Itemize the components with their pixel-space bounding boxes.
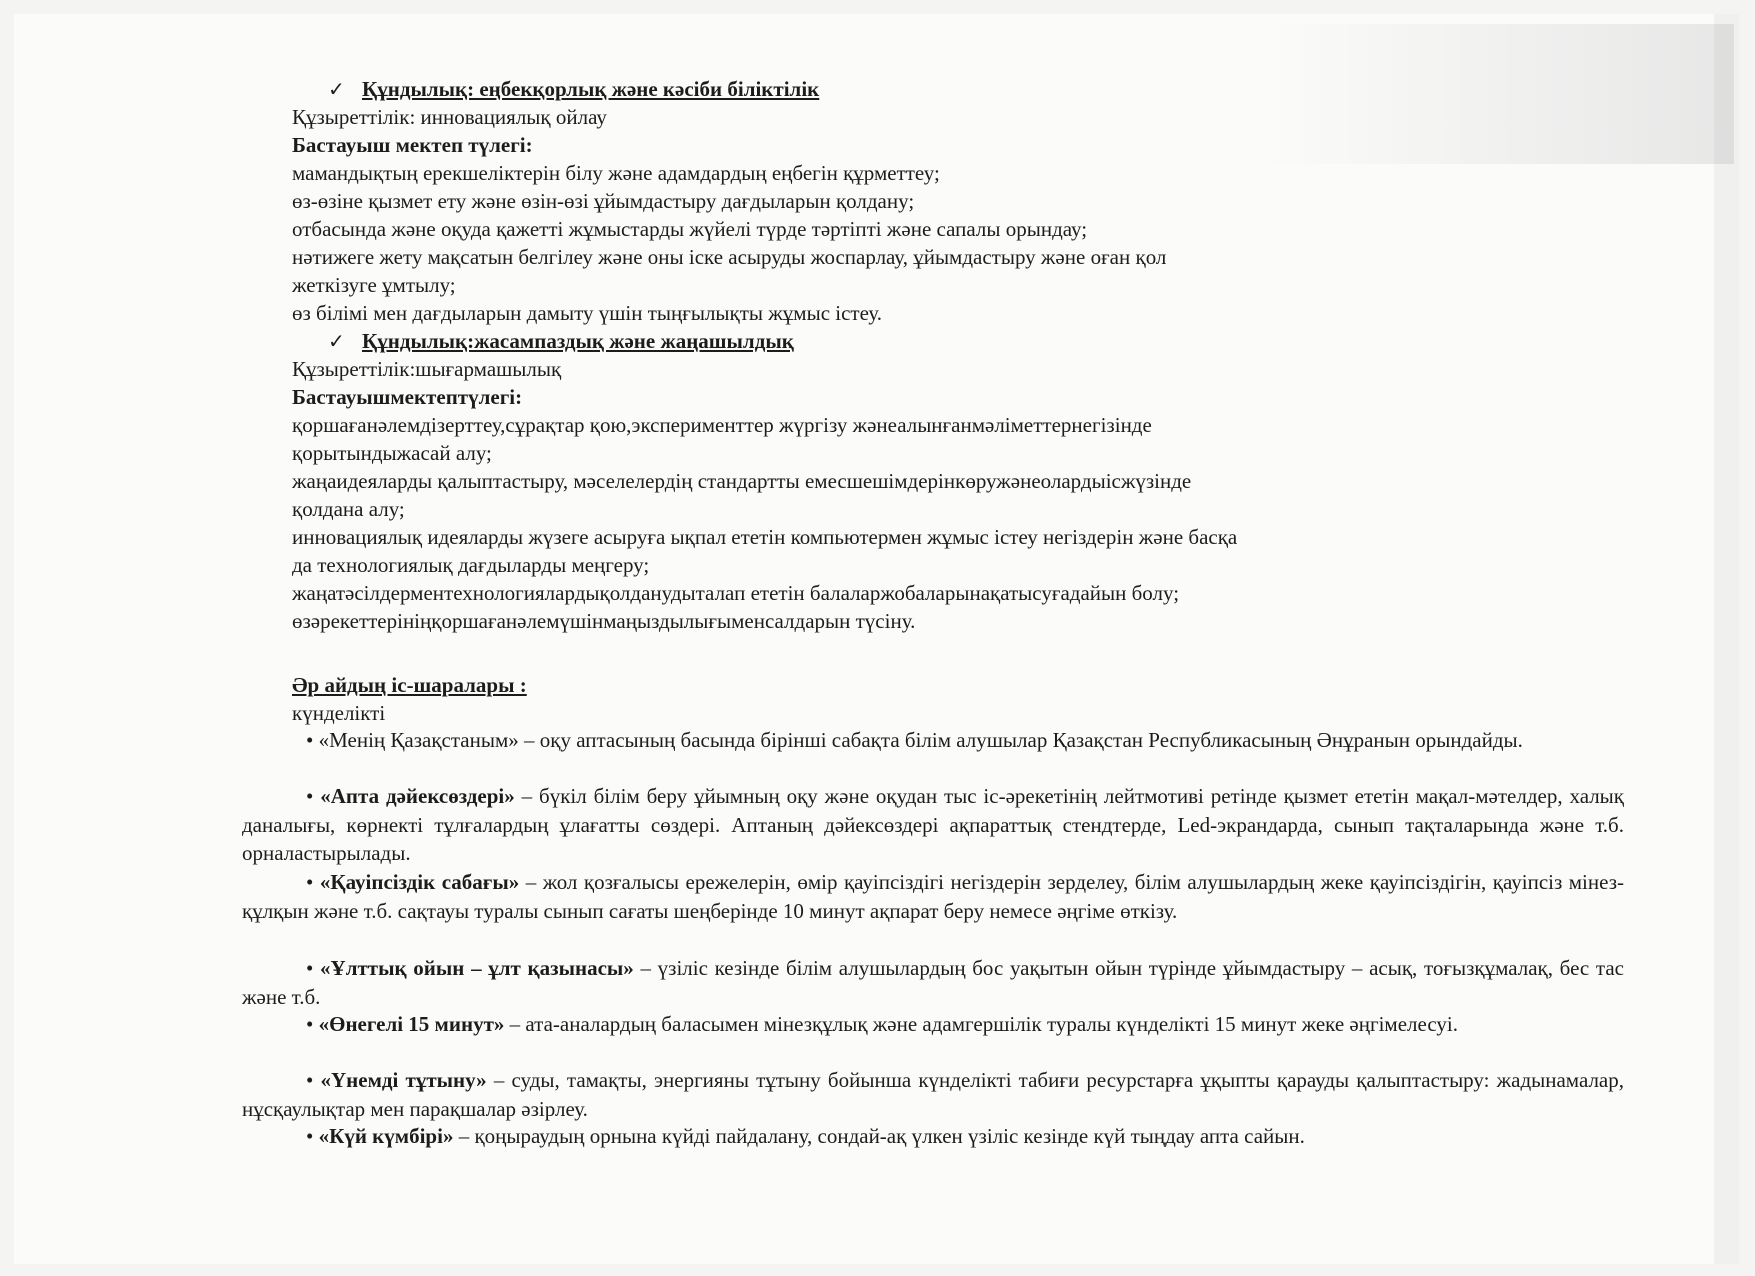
- text-line: да технологиялық дағдыларды меңгеру;: [292, 553, 650, 577]
- event-item: [242, 726, 1624, 755]
- bullet: •: [306, 1068, 314, 1092]
- text-line: мамандықтың ерекшеліктерін білу және адамдардың еңбегін құрметтеу;: [292, 161, 940, 185]
- bullet: •: [306, 870, 314, 894]
- event-item: [242, 782, 1624, 868]
- bullet: •: [306, 1124, 314, 1148]
- events-heading: Әр айдың іс-шаралары :: [292, 673, 527, 697]
- competence-2: Құзыреттілік:шығармашылық: [292, 357, 562, 381]
- bullet: •: [306, 784, 314, 808]
- event-item: [242, 954, 1624, 1011]
- event-item: [242, 1010, 1624, 1039]
- bullet: •: [306, 728, 314, 752]
- event-text: – оқу аптасының басында бірінші сабақта білім алушылар Қазақстан Республикасының Әнұранын орындайды.: [518, 728, 1523, 752]
- event-title: «Қауіпсіздік сабағы»: [319, 870, 520, 894]
- value-heading-2: ✓ Құндылық:жасампаздық және жаңашылдық: [328, 329, 794, 353]
- text-line: отбасында және оқуда қажетті жұмыстарды жүйелі түрде тәртіпті және сапалы орындау;: [292, 217, 1088, 241]
- text-line: қорытындыжасай алу;: [292, 441, 492, 465]
- event-title: «Ұлттық ойын – ұлт қазынасы»: [320, 956, 634, 980]
- checkmark-icon: ✓: [328, 77, 345, 101]
- checkmark-icon: ✓: [328, 329, 345, 353]
- event-title: «Күй күмбірі»: [318, 1124, 454, 1148]
- scan-shadow: [1264, 24, 1734, 164]
- text-line: қоршағанәлемдізерттеу,сұрақтар қою,эксперименттер жүргізу жәнеалынғанмәліметтернегізінде: [292, 413, 1152, 437]
- text-line: өз білімі мен дағдыларын дамыту үшін тыңғылықты жұмыс істеу.: [292, 301, 883, 325]
- event-title: «Менің Қазақстаным»: [318, 728, 519, 752]
- text-line: жаңаидеяларды қалыптастыру, мәселелердің стандартты емесшешімдерінкөружәнеолардыісжүзінде: [292, 469, 1192, 493]
- text-line: қолдана алу;: [292, 497, 405, 521]
- event-item: [242, 868, 1624, 925]
- events-frequency: күнделікті: [292, 701, 386, 725]
- event-text: – қоңыраудың орнына күйді пайдалану, сондай-ақ үлкен үзіліс кезінде күй тыңдау апта сайын.: [453, 1124, 1305, 1148]
- scan-edge: [1714, 14, 1739, 1264]
- event-item: [242, 1122, 1624, 1151]
- event-text: – бүкіл білім беру ұйымның оқу және оқудан тыс іс-әрекетінің лейтмотиві ретінде қызмет ететін мақал-мәтелдер, халық даналығы, көрнекті тұлғалардың ұлағатты сөздері. Аптаның дәйексөздері ақпараттық стендтерде, Led-экрандарда, сынып тақталарында және т.б. орналастырылады.: [242, 784, 1624, 865]
- event-item: [242, 1066, 1624, 1123]
- text-line: жаңатәсілдерментехнологиялардықолданудыталап ететін балаларжобаларынақатысуғадайын болу;: [292, 581, 1180, 605]
- text-line: инновациялық идеяларды жүзеге асыруға ықпал ететін компьютермен жұмыс істеу негіздерін және басқа: [292, 525, 1238, 549]
- graduate-label-1: Бастауыш мектеп түлегі:: [292, 133, 533, 157]
- bullet: •: [306, 956, 314, 980]
- text-line: өз-өзіне қызмет ету және өзін-өзі ұйымдастыру дағдыларын қолдану;: [292, 189, 915, 213]
- value-heading-1: ✓ Құндылық: еңбекқорлық және кәсіби біліктілік: [328, 77, 820, 101]
- event-text: – үзіліс кезінде білім алушылардың бос уақытын ойын түрінде ұйымдастыру – асық, тоғызқұмалақ, бес тас және т.б.: [242, 956, 1625, 1009]
- text-line: жеткізуге ұмтылу;: [292, 273, 456, 297]
- bullet: •: [306, 1012, 314, 1036]
- event-title: «Өнегелі 15 минут»: [318, 1012, 505, 1036]
- event-text: – жол қозғалысы ережелерін, өмір қауіпсіздігі негіздерін зерделеу, білім алушылардың жеке қауіпсіздігін, қауіпсіз мінез-құлқын және т.б. сақтауы туралы сынып сағаты шеңберінде 10 минут ақпарат беру немесе әңгіме өткізу.: [242, 870, 1624, 923]
- event-title: «Апта дәйексөздері»: [320, 784, 515, 808]
- competence-1: Құзыреттілік: инновациялық ойлау: [292, 105, 607, 129]
- graduate-label-2: Бастауышмектептүлегі:: [292, 385, 523, 409]
- text-line: нәтижеге жету мақсатын белгілеу және оны іске асыруды жоспарлау, ұйымдастыру және оған қол: [292, 245, 1167, 269]
- text-line: өзәрекеттерініңқоршағанәлемүшінмаңыздылығыменсалдарын түсіну.: [292, 609, 916, 633]
- event-title: «Үнемді тұтыну»: [320, 1068, 487, 1092]
- document-page: [14, 14, 1739, 1264]
- event-text: – суды, тамақты, энергияны тұтыну бойынша күнделікті табиғи ресурстарға ұқыпты қарауды қалыптастыру: жадынамалар, нұсқаулықтар мен парақшалар әзірлеу.: [242, 1068, 1624, 1121]
- event-text: – ата-аналардың баласымен мінезқұлық және адамгершілік туралы күнделікті 15 минут жеке әңгімелесуі.: [504, 1012, 1458, 1036]
